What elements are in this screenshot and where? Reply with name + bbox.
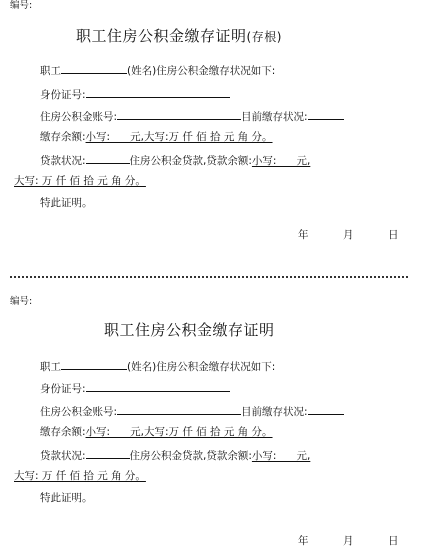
stub-line-employee bbox=[40, 62, 275, 78]
cut-separator-line bbox=[10, 276, 408, 278]
stub-employee-middle: (姓名)住房公积金缴存状况如下: bbox=[127, 65, 276, 77]
stub-employee-prefix: 职工 bbox=[40, 65, 61, 77]
copy-number-label: 编号: bbox=[10, 296, 33, 307]
stub-loan-prefix: 贷款状况: bbox=[40, 155, 86, 167]
copy-line-account bbox=[40, 403, 344, 419]
stub-line-id bbox=[40, 86, 230, 102]
stub-account-field[interactable] bbox=[117, 108, 241, 120]
stub-loan-field[interactable] bbox=[86, 152, 130, 164]
copy-employee-name-field[interactable] bbox=[61, 358, 127, 370]
stub-title bbox=[76, 26, 282, 47]
copy-line-balance bbox=[40, 425, 273, 439]
copy-date-day: 日 bbox=[388, 535, 399, 547]
copy-status-label: 目前缴存状况: bbox=[241, 406, 308, 418]
stub-loan-capital-amount: 大写: 万 仟 佰 拾 元 角 分。 bbox=[14, 175, 146, 187]
stub-date-year: 年 bbox=[298, 229, 309, 241]
stub-loan-small-amount: 小写: 元, bbox=[251, 155, 311, 167]
copy-employee-middle: (姓名)住房公积金缴存状况如下: bbox=[127, 361, 276, 373]
copy-balance-amount: 小写: 元,大写:万 仟 佰 拾 元 角 分。 bbox=[85, 426, 273, 438]
copy-certify-text: 特此证明。 bbox=[40, 492, 93, 504]
stub-title-suffix: (存根) bbox=[246, 30, 282, 44]
stub-certify-text: 特此证明。 bbox=[40, 197, 93, 209]
stub-status-field[interactable] bbox=[308, 108, 344, 120]
copy-status-field[interactable] bbox=[308, 403, 344, 415]
stub-account-label: 住房公积金账号: bbox=[40, 111, 118, 123]
copy-line-id bbox=[40, 380, 230, 396]
copy-date-month: 月 bbox=[343, 535, 354, 547]
stub-line-loan bbox=[40, 152, 310, 168]
stub-id-field[interactable] bbox=[86, 86, 230, 98]
stub-date-month: 月 bbox=[343, 229, 354, 241]
stub-id-label: 身份证号: bbox=[40, 89, 86, 101]
stub-line-balance bbox=[40, 130, 273, 144]
copy-loan-middle: 住房公积金贷款,贷款余额: bbox=[129, 450, 252, 462]
copy-loan-capital-amount: 大写: 万 仟 佰 拾 元 角 分。 bbox=[14, 470, 146, 482]
copy-loan-field[interactable] bbox=[86, 447, 130, 459]
stub-employee-name-field[interactable] bbox=[61, 62, 127, 74]
copy-id-label: 身份证号: bbox=[40, 383, 86, 395]
stub-loan-middle: 住房公积金贷款,贷款余额: bbox=[129, 155, 252, 167]
stub-title-text: 职工住房公积金缴存证明 bbox=[76, 27, 247, 45]
copy-title: 职工住房公积金缴存证明 bbox=[104, 321, 275, 339]
stub-line-account bbox=[40, 108, 344, 124]
copy-employee-prefix: 职工 bbox=[40, 361, 61, 373]
copy-id-field[interactable] bbox=[86, 380, 230, 392]
copy-date-year: 年 bbox=[298, 535, 309, 547]
copy-line-employee bbox=[40, 358, 275, 374]
stub-status-label: 目前缴存状况: bbox=[241, 111, 308, 123]
copy-line-loan bbox=[40, 447, 310, 463]
stub-date-day: 日 bbox=[388, 229, 399, 241]
stub-balance-amount: 小写: 元,大写:万 仟 佰 拾 元 角 分。 bbox=[85, 131, 273, 143]
copy-loan-small-amount: 小写: 元, bbox=[251, 450, 311, 462]
copy-balance-prefix: 缴存余额: bbox=[40, 426, 86, 438]
copy-account-field[interactable] bbox=[117, 403, 241, 415]
stub-number-label: 编号: bbox=[10, 0, 33, 11]
stub-balance-prefix: 缴存余额: bbox=[40, 131, 86, 143]
copy-loan-prefix: 贷款状况: bbox=[40, 450, 86, 462]
copy-account-label: 住房公积金账号: bbox=[40, 406, 118, 418]
